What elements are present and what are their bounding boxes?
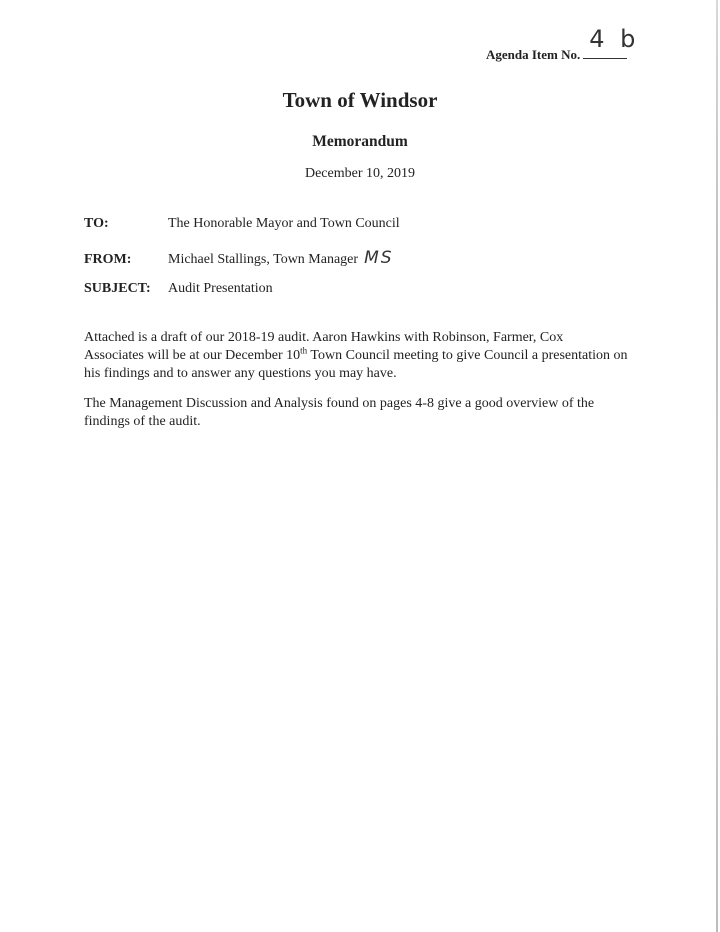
agenda-item <box>486 25 640 63</box>
to-value: The Honorable Mayor and Town Council <box>168 216 400 231</box>
paragraph-line: his findings and to answer any questions you may have. <box>84 366 397 381</box>
ordinal-suffix: th <box>300 345 308 356</box>
to-label: TO: <box>84 216 109 231</box>
body-paragraph-1 <box>84 329 644 383</box>
from-row <box>84 248 394 268</box>
agenda-label: Agenda Item No. <box>486 47 581 62</box>
handwritten-initials: MS <box>364 248 394 268</box>
memo-date: December 10, 2019 <box>304 166 416 181</box>
agenda-handwritten-number: 4 b <box>589 25 640 53</box>
subject-row <box>84 281 273 297</box>
agenda-number-line <box>583 25 640 59</box>
organization-title: Town of Windsor <box>282 88 438 112</box>
subject-label: SUBJECT: <box>84 281 151 296</box>
paragraph-line: The Management Discussion and Analysis found on pages 4-8 give a good overview of the <box>84 396 595 411</box>
from-label: FROM: <box>84 252 132 267</box>
to-row <box>84 216 400 232</box>
paragraph-text: Town Council meeting to give Council a presentation on <box>307 348 628 363</box>
body-paragraph-2 <box>84 395 644 431</box>
from-value: Michael Stallings, Town Manager <box>168 252 359 267</box>
paragraph-text: Associates will be at our December 10 <box>84 348 301 363</box>
subject-value: Audit Presentation <box>168 281 273 296</box>
paragraph-line <box>84 347 644 365</box>
document-type: Memorandum <box>312 133 408 150</box>
paragraph-line: findings of the audit. <box>84 414 201 429</box>
paragraph-line: Attached is a draft of our 2018-19 audit. Aaron Hawkins with Robinson, Farmer, Cox <box>84 330 564 345</box>
